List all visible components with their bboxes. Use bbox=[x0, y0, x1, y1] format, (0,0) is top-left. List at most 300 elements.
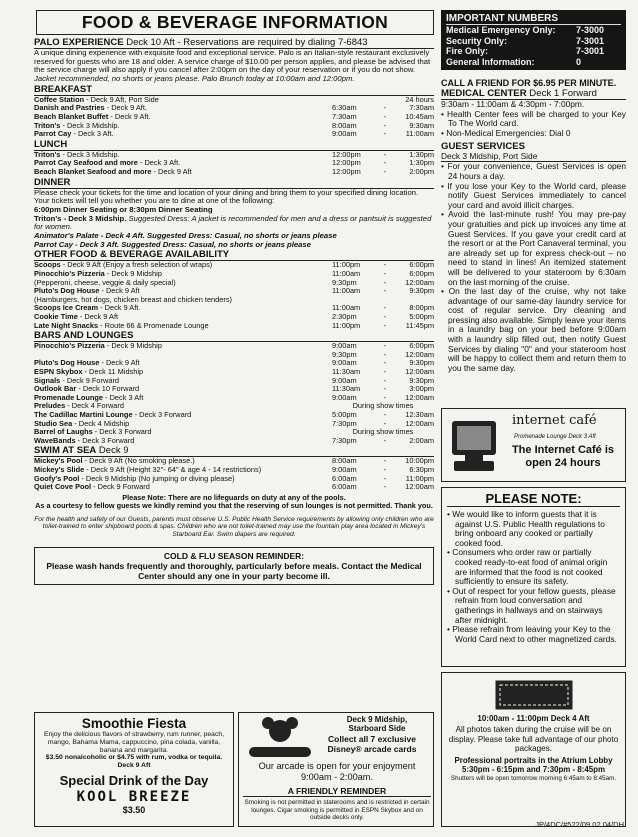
dash: - bbox=[383, 166, 387, 176]
schedule-row bbox=[34, 151, 434, 160]
schedule-row bbox=[34, 287, 434, 296]
close-time: 9:30am bbox=[409, 120, 434, 130]
phone-number: 0 bbox=[576, 56, 582, 67]
close-time: 2:00pm bbox=[409, 166, 434, 176]
dash: - bbox=[383, 409, 387, 419]
medical-title: MEDICAL CENTER bbox=[441, 88, 527, 99]
phone-label: General Information: bbox=[446, 56, 535, 67]
dash: - bbox=[383, 120, 387, 130]
schedule-row bbox=[34, 466, 434, 475]
close-time: 11:45pm bbox=[405, 320, 434, 330]
schedule-row bbox=[34, 457, 434, 466]
dinner-animator: Animator's Palate - Deck 4 Aft. Suggested Dress: Casual, no shorts or jeans please bbox=[34, 231, 337, 241]
special-drink-name: KOOL BREEZE bbox=[76, 788, 192, 805]
dash: - bbox=[383, 320, 387, 330]
dinner-header: DINNER bbox=[34, 178, 434, 189]
venue-location: - Deck 3 Midship. bbox=[60, 121, 120, 130]
open-time: 6:00am bbox=[332, 482, 357, 492]
venue bbox=[34, 402, 332, 411]
quarter-masters-logo-icon bbox=[247, 717, 313, 759]
smoothie-title: Smoothie Fiesta bbox=[81, 716, 187, 731]
venue-name: Mickey's Pool bbox=[34, 457, 83, 466]
schedule-row bbox=[34, 122, 434, 131]
schedule-row bbox=[34, 359, 434, 368]
internet-cafe-box bbox=[441, 408, 626, 482]
close-time: 3:00pm bbox=[409, 384, 434, 394]
dinner-tritons bbox=[34, 215, 434, 232]
open-time: 11:00am bbox=[332, 269, 361, 279]
call-a-friend: CALL A FRIEND FOR $6.95 PER MINUTE. bbox=[441, 78, 617, 88]
breakfast-header: BREAKFAST bbox=[34, 85, 434, 96]
smoothie-description: Enjoy the delicious flavors of strawberry, rum runner, peach, mango, Bahama Mama, cappuccino, pina colada, vanilla, banana and margarita. bbox=[43, 731, 225, 754]
internet-cafe-logo: internet café bbox=[512, 413, 597, 428]
palo-desc-italic: Jacket recommended, no shorts or jeans please. Palo Brunch today at 10:00am and 12:00pm. bbox=[34, 74, 355, 84]
open-time: 6:30am bbox=[332, 103, 357, 113]
dash: - bbox=[383, 418, 387, 428]
dinner-intro: Please check your tickets for the time and location of your dining and bring them to your specified dining location. Your tickets will tell you whether you are to dine at one of the following: bbox=[34, 187, 419, 206]
venue bbox=[34, 287, 332, 296]
venue-location: - Deck 9 Midship bbox=[104, 270, 162, 279]
schedule-row bbox=[34, 168, 434, 177]
venue bbox=[34, 411, 332, 420]
bullet-item: • If you lose your Key to the World card, please notify Guest Services immediately to cancel your card and avoid illicit charges. bbox=[441, 182, 626, 211]
venue-name: Pinocchio's Pizzeria bbox=[34, 270, 105, 279]
sun-lounge-note: As a courtesy to fellow guests we kindly remind you that the reserving of sun lounges is not permitted. Thank you. bbox=[35, 501, 433, 511]
venue bbox=[34, 394, 332, 403]
close-time: 5:00pm bbox=[409, 312, 434, 322]
dinner-seating: 6:00pm Dinner Seating or 8:30pm Dinner Seating bbox=[34, 204, 213, 214]
schedule-row bbox=[34, 279, 434, 288]
arcade-collect: Collect all 7 exclusive Disney® arcade cards bbox=[327, 734, 417, 754]
venue bbox=[34, 261, 332, 270]
swim-header bbox=[34, 446, 434, 457]
dash: - bbox=[383, 103, 387, 113]
venue bbox=[34, 368, 332, 377]
bars-list bbox=[34, 342, 434, 445]
dash: - bbox=[383, 129, 387, 139]
open-time: 5:00pm bbox=[332, 409, 357, 419]
venue bbox=[34, 130, 332, 139]
venue-location: - Deck 3 Aft. bbox=[137, 159, 181, 168]
tritons-label: Triton's - Deck 3 Midship. bbox=[34, 213, 127, 223]
guest-services-title: GUEST SERVICES bbox=[441, 140, 526, 152]
shutters-box bbox=[441, 672, 626, 827]
right-column bbox=[441, 78, 626, 373]
close-time: 12:00am bbox=[405, 482, 434, 492]
lunch-list bbox=[34, 151, 434, 177]
smoothie-price: $3.50 nonalcoholic or $4.75 with rum, vodka or tequila. Deck 9 Aft bbox=[45, 754, 223, 770]
please-note-title: PLEASE NOTE: bbox=[447, 491, 620, 507]
venue bbox=[34, 483, 332, 492]
cold-flu-box bbox=[34, 547, 434, 585]
open-time: 9:00am bbox=[332, 341, 357, 351]
venue-name: Signals bbox=[34, 376, 61, 385]
important-numbers-list bbox=[446, 25, 621, 67]
computer-icon bbox=[448, 417, 500, 475]
open-time: 8:00am bbox=[332, 456, 357, 466]
phone-row bbox=[446, 25, 621, 36]
close-time: 10:00pm bbox=[405, 456, 434, 466]
open-time: 9:30pm bbox=[332, 349, 357, 359]
close-time: 12:00am bbox=[405, 392, 434, 402]
close-time: 24 hours bbox=[405, 94, 434, 104]
schedule-row bbox=[34, 313, 434, 322]
please-note-box bbox=[441, 487, 626, 667]
venue-name: Pinocchio's Pizzeria bbox=[34, 342, 105, 351]
venue-name: Triton's bbox=[34, 121, 61, 130]
cold-flu-body: Please wash hands frequently and thoroughly, particularly before meals. Contact the Medical Center should any one in your party become ill. bbox=[46, 560, 422, 581]
dash: - bbox=[383, 149, 387, 159]
venue bbox=[34, 122, 332, 131]
bullet-item: • Health Center fees will be charged to your Key To The World card. bbox=[441, 110, 626, 129]
swim-title: SWIM AT SEA bbox=[34, 445, 97, 457]
venue-name: Scoops Ice Cream bbox=[34, 304, 99, 313]
open-time: 11:00pm bbox=[332, 260, 361, 270]
close-time: 10:45am bbox=[405, 112, 434, 121]
venue bbox=[34, 437, 332, 446]
open-time: 12:00pm bbox=[332, 158, 361, 168]
schedule-row bbox=[34, 385, 434, 394]
venue-name: ESPN Skybox bbox=[34, 368, 83, 377]
important-numbers-box bbox=[441, 10, 626, 70]
venue-location: - Deck 9 Aft. bbox=[104, 104, 147, 113]
phone-number: 7-3000 bbox=[576, 25, 605, 35]
venue-location: - Deck 9 Aft, Port Side bbox=[84, 95, 159, 104]
venue-location: - Deck 3 Aft bbox=[103, 393, 144, 402]
open-time: 9:00am bbox=[332, 129, 357, 139]
medical-hours: 9:30am - 11:00am & 4:30pm - 7:00pm. bbox=[441, 99, 585, 109]
schedule-row bbox=[34, 351, 434, 360]
close-time: 7:30am bbox=[409, 103, 434, 113]
venue bbox=[34, 457, 332, 466]
medical-location: Deck 1 Forward bbox=[526, 88, 598, 99]
venue bbox=[34, 159, 332, 168]
schedule-row bbox=[34, 113, 434, 122]
close-time: 6:00pm bbox=[409, 269, 434, 279]
venue-location: - Deck 9 Aft. bbox=[108, 113, 151, 121]
venue-location: - Deck 9 Midship bbox=[104, 342, 162, 351]
close-time: 6:00pm bbox=[409, 341, 434, 351]
venue-location: - Deck 9 Aft bbox=[99, 287, 140, 296]
open-time: 12:00pm bbox=[332, 166, 361, 176]
lifeguard-note: Please Note: There are no lifeguards on duty at any of the pools. bbox=[122, 492, 346, 502]
venue-location: - Deck 3 Forward bbox=[92, 428, 152, 437]
bullet-item: • Out of respect for your fellow guests, please refrain from loud conversation and gatherings in hallways and on stairways after midnight. bbox=[447, 587, 620, 625]
schedule-row bbox=[34, 304, 434, 313]
schedule-row bbox=[34, 342, 434, 351]
venue bbox=[34, 466, 332, 475]
open-time: 9:00am bbox=[332, 464, 357, 474]
shutters-morning-hours: Shutters will be open tomorrow morning 6:45am to 8:45am. bbox=[450, 774, 617, 782]
friendly-reminder-body: Smoking is not permitted in staterooms and is restricted in certain lounges. Cigar smoking is permitted in ESPN Skybox and on outside decks only. bbox=[244, 799, 430, 822]
venue bbox=[34, 279, 332, 288]
other-list bbox=[34, 261, 434, 330]
venue bbox=[34, 385, 332, 394]
dash: - bbox=[383, 392, 387, 402]
close-time: 12:00am bbox=[405, 367, 434, 377]
schedule-row bbox=[34, 475, 434, 484]
dash: - bbox=[383, 435, 387, 445]
palo-description bbox=[34, 49, 434, 84]
venue-name: Danish and Pastries bbox=[34, 104, 105, 113]
dash: - bbox=[383, 158, 387, 168]
venue bbox=[34, 113, 332, 122]
palo-title: PALO EXPERIENCE bbox=[34, 37, 124, 48]
venue-location: - Deck 3 Aft. bbox=[71, 130, 114, 139]
venue bbox=[34, 377, 332, 386]
other-header: OTHER FOOD & BEVERAGE AVAILABILITY bbox=[34, 250, 434, 261]
footer-code: JP/4DC/#522/09.02.04/DH bbox=[535, 820, 624, 829]
venue-location: - Deck 9 Forward bbox=[91, 483, 150, 492]
venue-name: Coffee Station bbox=[34, 95, 85, 104]
dinner-parrot: Parrot Cay - Deck 3 Aft. Suggested Dress: Casual, no shorts or jeans please bbox=[34, 239, 311, 249]
venue-location: - Deck 9 Aft bbox=[151, 167, 192, 176]
venue bbox=[34, 359, 332, 368]
venue-name: Pluto's Dog House bbox=[34, 359, 100, 368]
venue bbox=[34, 168, 332, 177]
dash: - bbox=[383, 341, 387, 351]
phone-row bbox=[446, 46, 621, 57]
dash: - bbox=[383, 464, 387, 474]
close-time: 2:00am bbox=[409, 435, 434, 445]
dash: - bbox=[383, 367, 387, 377]
close-time: 6:00pm bbox=[409, 260, 434, 270]
bullet-item: • Consumers who order raw or partially cooked ready-to-eat food of animal origin are informed that the food is not cooked sufficiently to ensure its safety. bbox=[447, 548, 620, 586]
phone-label: Medical Emergency Only: bbox=[446, 25, 556, 35]
schedule-row bbox=[34, 402, 434, 411]
phone-number: 7-3001 bbox=[576, 46, 605, 56]
venue-location: - Deck 3 Midship. bbox=[60, 150, 120, 159]
guest-services-location: Deck 3 Midship, Port Side bbox=[441, 152, 626, 163]
open-time: 12:00pm bbox=[332, 149, 361, 159]
open-time: 11:00am bbox=[332, 286, 361, 296]
venue-location: - Deck 11 Midship bbox=[82, 368, 144, 377]
close-time: 1:30pm bbox=[409, 149, 434, 159]
venue bbox=[34, 475, 332, 484]
venue bbox=[34, 270, 332, 279]
internet-cafe-location: Promenade Lounge Deck 3 Aft bbox=[514, 434, 596, 440]
venue-name: Mickey's Slide bbox=[34, 465, 85, 474]
dash: - bbox=[383, 473, 387, 483]
venue bbox=[34, 104, 332, 113]
left-column bbox=[34, 10, 434, 585]
venue-name: Outlook Bar bbox=[34, 385, 77, 394]
venue-location: - Deck 9 Midship (No jumping or diving please) bbox=[79, 474, 235, 483]
shutters-logo-icon bbox=[494, 679, 574, 711]
medical-list bbox=[441, 110, 626, 139]
venue-location: - Deck 9 Aft (Enjoy a fresh selection of wraps) bbox=[60, 261, 213, 270]
dash: - bbox=[383, 269, 387, 279]
venue-name: Goofy's Pool bbox=[34, 474, 80, 483]
venue-location: - Deck 3 Forward bbox=[75, 436, 135, 445]
breakfast-list bbox=[34, 96, 434, 139]
venue bbox=[34, 313, 332, 322]
open-time: 11:30am bbox=[332, 384, 361, 394]
close-time: 11:00am bbox=[405, 129, 434, 139]
health-notice: For the health and safety of our Guests, parents must observe U.S. Public Health Service requirements by allowing only children who are toilet-trained to enter shipboard pools & spas. Children who are not toilet-trained may use the fountain play area located in Mickey's Starboard Ear. Swim diapers are required. bbox=[34, 515, 434, 538]
venue bbox=[34, 304, 332, 313]
close-time: 9:30pm bbox=[409, 286, 434, 296]
venue bbox=[34, 96, 332, 105]
schedule-row bbox=[34, 483, 434, 492]
schedule-row bbox=[34, 130, 434, 139]
venue-location: (Pepperoni, cheese, veggie & daily special) bbox=[34, 278, 176, 287]
venue bbox=[34, 151, 332, 160]
special-drink-title: Special Drink of the Day bbox=[59, 772, 209, 788]
close-time: 1:30pm bbox=[409, 158, 434, 168]
schedule-row bbox=[34, 411, 434, 420]
dash: - bbox=[383, 375, 387, 385]
dash: - bbox=[383, 358, 387, 368]
schedule-row bbox=[34, 428, 434, 437]
venue-location: - Deck 9 Aft (No smoking please.) bbox=[82, 457, 195, 466]
open-time: 7:30pm bbox=[332, 418, 357, 428]
venue-location: - Deck 9 Aft. bbox=[98, 304, 141, 313]
dash: - bbox=[383, 384, 387, 394]
page-title: FOOD & BEVERAGE INFORMATION bbox=[36, 10, 434, 35]
arcade-box bbox=[238, 712, 434, 827]
close-time: 12:30am bbox=[405, 409, 434, 419]
open-time: 7:30am bbox=[332, 112, 357, 121]
please-note-list bbox=[447, 510, 620, 644]
bullet-item: • We would like to inform guests that it is against U.S. Public Health regulations to bring onboard any cooked or partially cooked food. bbox=[447, 510, 620, 548]
shutters-hours: 10:00am - 11:00pm Deck 4 Aft bbox=[477, 714, 590, 723]
open-time: 6:00am bbox=[332, 473, 357, 483]
lunch-header: LUNCH bbox=[34, 140, 434, 151]
open-time: 9:00am bbox=[332, 375, 357, 385]
tritons-dress: Suggested Dress: A jacket is recommended for men and a dress or pantsuit is suggested for women. bbox=[34, 213, 432, 232]
open-time: 8:00am bbox=[332, 120, 357, 130]
venue-location: - Deck 3 Forward bbox=[132, 410, 192, 419]
venue-hours: During show times bbox=[352, 427, 414, 437]
venue-name: WaveBands bbox=[34, 436, 76, 445]
close-time: 8:00pm bbox=[409, 303, 434, 313]
phone-row bbox=[446, 57, 621, 68]
venue bbox=[34, 296, 332, 305]
bars-header: BARS AND LOUNGES bbox=[34, 331, 434, 342]
venue-location: - Deck 9 Aft (Height 32"- 64" & age 4 - 14 restrictions) bbox=[84, 465, 262, 474]
swim-deck: Deck 9 bbox=[96, 445, 129, 457]
dash: - bbox=[383, 312, 387, 322]
venue-name: Beach Blanket Seafood and more bbox=[34, 167, 152, 176]
venue bbox=[34, 420, 332, 429]
venue-name: Preludes bbox=[34, 402, 66, 411]
venue-name: Promenade Lounge bbox=[34, 393, 103, 402]
venue-location: - Deck 9 Aft bbox=[99, 359, 140, 368]
open-time: 9:30pm bbox=[332, 277, 357, 287]
venue-name: Barrel of Laughs bbox=[34, 428, 93, 437]
dash: - bbox=[383, 112, 387, 121]
schedule-row bbox=[34, 270, 434, 279]
cold-flu-title: COLD & FLU SEASON REMINDER: bbox=[163, 550, 305, 561]
dash: - bbox=[383, 286, 387, 296]
venue-location: - Deck 4 Midship bbox=[72, 419, 130, 428]
close-time: 9:30pm bbox=[409, 358, 434, 368]
venue-name: Scoops bbox=[34, 261, 61, 270]
palo-desc-main: A unique dining experience with exquisite food and exceptional service. Palo is an Italian-style restaurant exclusively reserved for guests who are 18 and older. A service charge of $10.00 per person applies, and please be advised that the service charge will also apply if you cancel after 2:00pm on the day of your reservation or if you do not show. bbox=[34, 48, 431, 75]
dash: - bbox=[383, 260, 387, 270]
open-time: 2:30pm bbox=[332, 312, 357, 322]
special-drink-price: $3.50 bbox=[122, 804, 146, 815]
phone-label: Security Only: bbox=[446, 35, 508, 46]
venue-name: Cookie Time bbox=[34, 313, 78, 322]
open-time: 9:00am bbox=[332, 392, 357, 402]
bullet-item: • Avoid the last-minute rush! You may pre-pay your gratuities and pick up invoices any time at Guest Services. If you gave your credit card at the resort or at the Port Canaveral terminal, you are already set up for express check-out – no need to stand in lines! An itemized statement will be delivered to your stateroom by 6:30am on the last morning of the cruise. bbox=[441, 210, 626, 287]
venue-hours: During show times bbox=[352, 401, 414, 411]
venue-name: Studio Sea bbox=[34, 419, 73, 428]
bullet-item: • For your convenience, Guest Services is open 24 hours a day. bbox=[441, 162, 626, 181]
schedule-row bbox=[34, 261, 434, 270]
open-time: 9:00am bbox=[332, 358, 357, 368]
dash: - bbox=[383, 277, 387, 287]
close-time: 12:00am bbox=[405, 418, 434, 428]
phone-label: Fire Only: bbox=[446, 46, 489, 56]
open-time: 11:00pm bbox=[332, 320, 361, 330]
schedule-row bbox=[34, 296, 434, 305]
venue-location: - Deck 9 Forward bbox=[60, 376, 120, 385]
venue bbox=[34, 342, 332, 351]
phone-row bbox=[446, 36, 621, 47]
venue-location: - Deck 9 Aft bbox=[77, 313, 119, 322]
venue-name: Quiet Cove Pool bbox=[34, 483, 92, 492]
close-time: 9:30pm bbox=[409, 375, 434, 385]
schedule-row bbox=[34, 377, 434, 386]
bullet-item: • Please refrain from leaving your Key to the World Card next to other magnetized cards. bbox=[447, 625, 620, 644]
friendly-reminder-title: A FRIENDLY REMINDER bbox=[243, 786, 431, 797]
venue-location: (Hamburgers, hot dogs, chicken breast and chicken tenders) bbox=[34, 295, 233, 304]
phone-number: 7-3001 bbox=[576, 35, 605, 46]
internet-cafe-hours: The Internet Café is open 24 hours bbox=[511, 444, 615, 469]
schedule-row bbox=[34, 368, 434, 377]
schedule-row bbox=[34, 437, 434, 446]
close-time: 6:30pm bbox=[409, 464, 434, 474]
open-time: 11:30am bbox=[332, 367, 361, 377]
schedule-row bbox=[34, 159, 434, 168]
open-time: 7:30pm bbox=[332, 435, 357, 445]
venue-name: Late Night Snacks bbox=[34, 321, 99, 330]
arcade-hours: Our arcade is open for your enjoyment 9:00am - 2:00am. bbox=[258, 761, 416, 782]
dash: - bbox=[383, 349, 387, 359]
close-time: 11:00pm bbox=[405, 473, 434, 483]
dash: - bbox=[383, 456, 387, 466]
dash: - bbox=[383, 303, 387, 313]
close-time: 12:00am bbox=[405, 349, 434, 359]
venue-name: Parrot Cay Seafood and more bbox=[34, 159, 138, 168]
bullet-item: • On the last day of the cruise, why not take advantage of our same-day laundry service for cost of regular service. Dry cleaning and pressing also available. Simply leave your items in a laundry bag on your bed before 9:00am with a laundry slip filled out, then notify Guest Services by dialing "0" and your stateroom host will be happy to collect them and return them to you the same day. bbox=[441, 287, 626, 373]
bullet-item: • Non-Medical Emergencies: Dial 0 bbox=[441, 129, 626, 139]
palo-location: Deck 10 Aft - Reservations are required by dialing 7-6843 bbox=[126, 37, 368, 48]
venue-location: - Deck 4 Forward bbox=[65, 402, 124, 411]
venue bbox=[34, 322, 332, 331]
schedule-row bbox=[34, 96, 434, 105]
arcade-location: Deck 9 Midship, Starboard Side bbox=[346, 715, 408, 733]
guest-services-list bbox=[441, 162, 626, 373]
venue bbox=[34, 351, 332, 360]
schedule-row bbox=[34, 104, 434, 113]
venue-location: - Route 66 & Promenade Lounge bbox=[98, 321, 209, 330]
open-time: 11:00am bbox=[332, 303, 361, 313]
close-time: 12:00am bbox=[405, 277, 434, 287]
venue-location: - Deck 10 Forward bbox=[76, 385, 140, 394]
venue bbox=[34, 428, 332, 437]
venue-name: Pluto's Dog House bbox=[34, 287, 100, 296]
important-numbers-title: IMPORTANT NUMBERS bbox=[446, 13, 621, 25]
smoothie-box bbox=[34, 712, 234, 827]
venue-name: Parrot Cay bbox=[34, 130, 72, 139]
schedule-row bbox=[34, 322, 434, 331]
swim-list bbox=[34, 457, 434, 491]
shutters-portraits: Professional portraits in the Atrium Lobby 5:30pm - 6:15pm and 7:30pm - 8:45pm bbox=[454, 755, 613, 774]
